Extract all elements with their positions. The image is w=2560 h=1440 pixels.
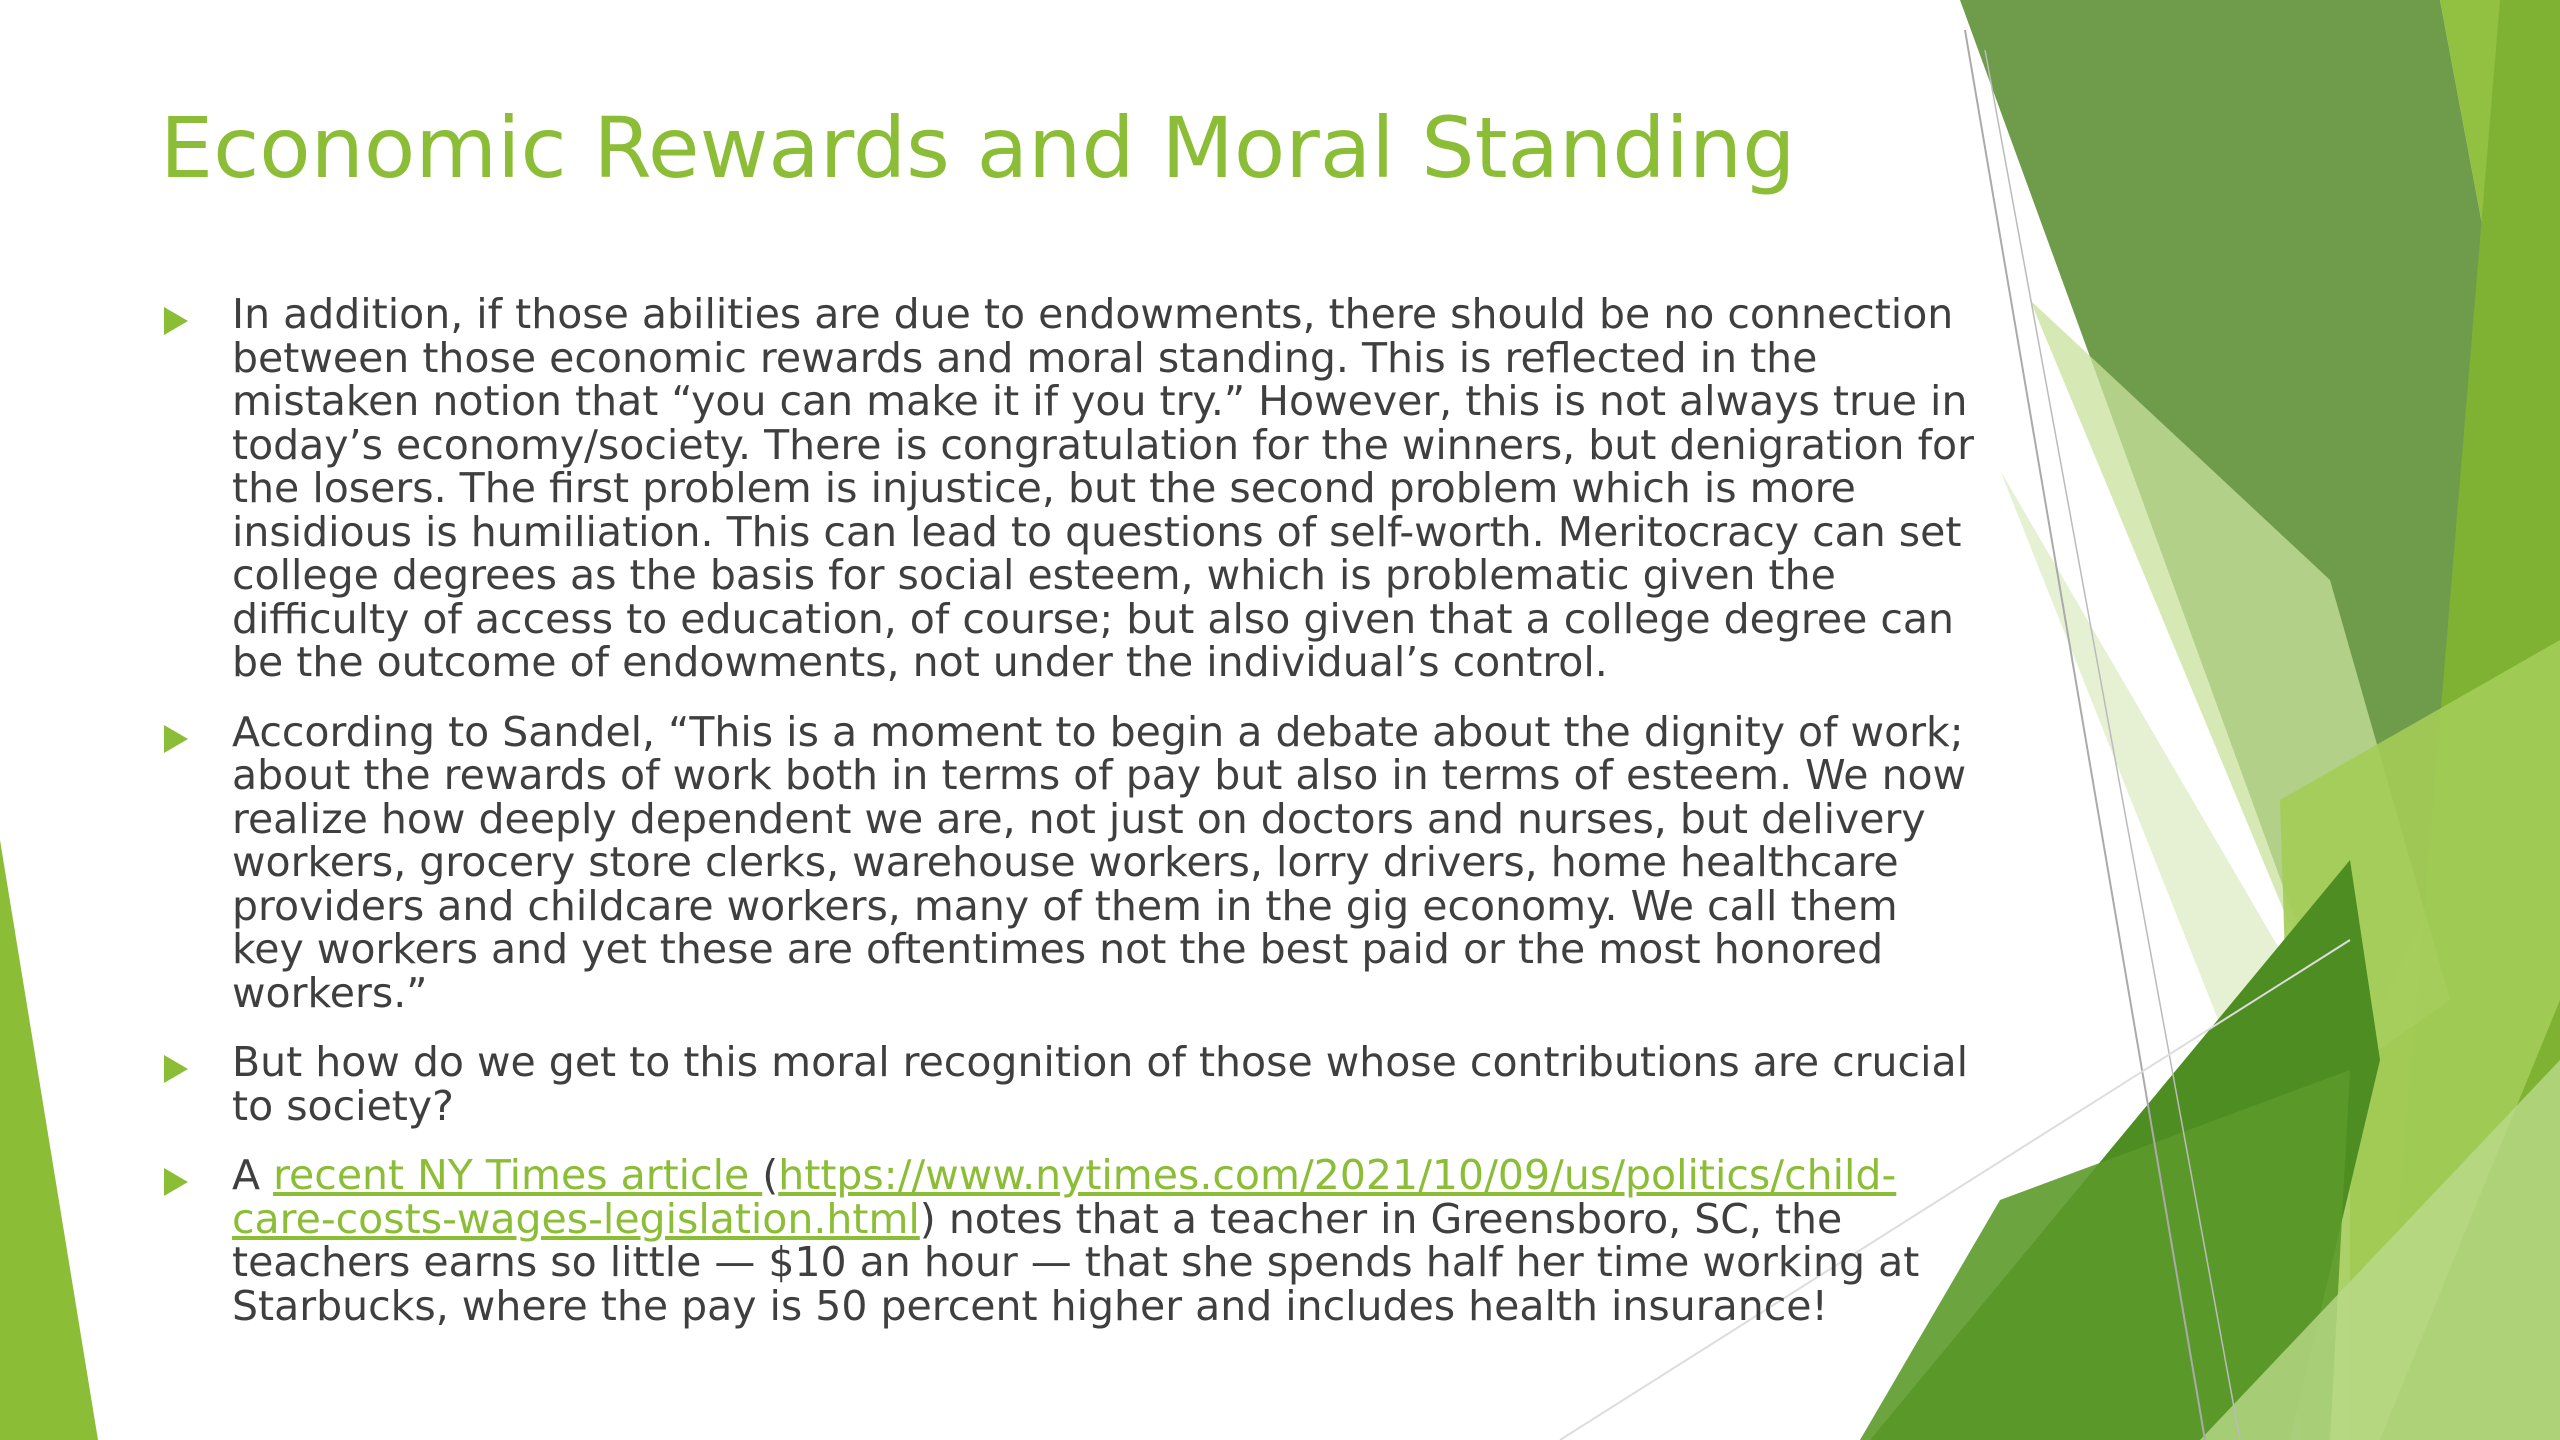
- bullet-text: According to Sandel, “This is a moment to begin a debate about the dignity of work; about the rewards of work both in terms of pay but also in terms of esteem. We now realize how deeply dependent we are, not just on doctors and nurses, but delivery workers, grocery store clerks, warehouse workers, lorry drivers, home healthcare providers and childcare workers, many of them in the gig economy. We call them key workers and yet these are oftentimes not the best paid or the most honored workers.”: [232, 707, 1967, 1017]
- triangle-right-icon: [164, 307, 188, 335]
- bullet-item: [160, 1038, 1980, 1130]
- bullet-text: But how do we get to this moral recognition of those whose contributions are crucial to society?: [232, 1038, 1968, 1130]
- nytimes-url-link[interactable]: https://www.nytimes.com/2021/10/09/us/politics/child-care-costs-wages-legislation.html: [232, 1151, 1897, 1243]
- bullet-text: [232, 1151, 1980, 1330]
- triangle-right-icon: [164, 725, 188, 753]
- bullet-item: [160, 1151, 1980, 1330]
- bullet-item: [160, 707, 1980, 1017]
- bullet-suffix-text: ) notes that a teacher in Greensboro, SC, the teachers earns so little — $10 an hour — that she spends half her time working at Starbucks, where the pay is 50 percent higher and includes health insurance!: [232, 1194, 1920, 1330]
- bullet-prefix-text: A: [232, 1151, 274, 1199]
- bullet-text: In addition, if those abilities are due to endowments, there should be no connection between those economic rewards and moral standing. This is reflected in the mistaken notion that “you can make it if you try.” However, this is not always true in today’s economy/society. There is congratulation for the winners, but denigration for the losers. The first problem is injustice, but the second problem which is more insidious is humiliation. This can lead to questions of self-worth. Meritocracy can set college degrees as the basis for social esteem, which is problematic given the difficulty of access to education, of course; but also given that a college degree can be the outcome of endowments, not under the individual’s control.: [232, 290, 1974, 686]
- deco-left-facet: [0, 840, 98, 1440]
- nytimes-article-link[interactable]: recent NY Times article: [273, 1151, 763, 1199]
- bullet-item: [160, 290, 1980, 686]
- paren-open-text: (: [762, 1151, 779, 1199]
- slide-title: Economic Rewards and Moral Standing: [160, 99, 1796, 197]
- triangle-right-icon: [164, 1055, 188, 1083]
- bullet-list: [160, 290, 1980, 1354]
- triangle-right-icon: [164, 1168, 188, 1196]
